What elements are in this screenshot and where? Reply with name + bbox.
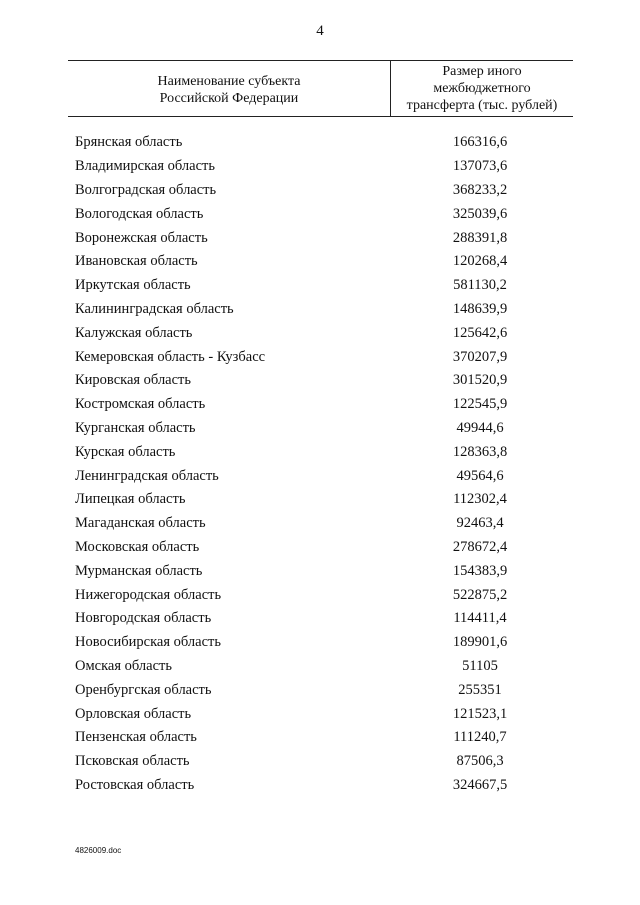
table-row (75, 274, 545, 298)
table-row (75, 488, 545, 512)
transfer-amount: 87506,3 (456, 753, 504, 770)
transfer-amount: 301520,9 (452, 372, 508, 389)
transfer-amount: 148639,9 (452, 300, 508, 317)
transfer-amount: 111240,7 (453, 729, 507, 746)
transfer-amount: 166316,6 (452, 134, 508, 151)
header-amount-column (390, 61, 573, 116)
table-row (75, 345, 545, 369)
transfer-amount: 522875,2 (452, 586, 508, 603)
table-row (75, 774, 545, 798)
transfer-amount: 51105 (462, 657, 498, 674)
header-name-line-2: Российской Федерации (159, 91, 299, 106)
table-row (75, 369, 545, 393)
transfer-amount: 92463,4 (456, 515, 504, 532)
region-name: Брянская область (75, 134, 183, 151)
region-name: Мурманская область (75, 562, 203, 579)
transfer-amount: 49564,6 (456, 467, 504, 484)
region-name: Оренбургская область (75, 681, 212, 698)
header-amount-line-1: Размер иного (442, 64, 522, 79)
table-row (75, 559, 545, 583)
transfer-amount: 189901,6 (452, 634, 508, 651)
region-name: Вологодская область (75, 205, 204, 222)
table-row (75, 726, 545, 750)
header-amount-line-3: трансферта (тыс. рублей) (406, 98, 558, 113)
region-name: Нижегородская область (75, 586, 222, 603)
table-row (75, 298, 545, 322)
region-name: Воронежская область (75, 229, 208, 246)
transfer-amount: 325039,6 (452, 205, 508, 222)
table-row (75, 155, 545, 179)
region-name: Волгоградская область (75, 181, 217, 198)
table-row (75, 583, 545, 607)
region-name: Псковская область (75, 753, 190, 770)
header-amount-text (407, 63, 558, 114)
transfer-amount: 154383,9 (452, 562, 508, 579)
transfer-amount: 122545,9 (452, 396, 508, 413)
table-row (75, 202, 545, 226)
table-row (75, 536, 545, 560)
header-name-line-1: Наименование субъекта (157, 74, 301, 89)
region-name: Курская область (75, 443, 176, 460)
transfer-amount: 114411,4 (453, 610, 507, 627)
table-row (75, 393, 545, 417)
region-name: Ростовская область (75, 776, 195, 793)
table-row (75, 417, 545, 441)
region-name: Ивановская область (75, 253, 198, 270)
transfer-amount: 121523,1 (452, 705, 508, 722)
region-name: Ленинградская область (75, 467, 219, 484)
doc-id: 4826009.doc (75, 846, 122, 855)
transfer-amount: 370207,9 (452, 348, 508, 365)
transfer-amount: 125642,6 (452, 324, 508, 341)
region-name: Липецкая область (75, 491, 186, 508)
header-amount-line-2: межбюджетного (433, 81, 531, 96)
region-name: Калужская область (75, 324, 193, 341)
table-row (75, 321, 545, 345)
transfer-amount: 112302,4 (453, 491, 507, 508)
region-name: Иркутская область (75, 277, 191, 294)
region-name: Костромская область (75, 396, 206, 413)
transfer-amount: 128363,8 (452, 443, 508, 460)
region-name: Новгородская область (75, 610, 212, 627)
region-name: Владимирская область (75, 158, 215, 175)
page-number: 4 (316, 23, 324, 39)
transfer-amount: 581130,2 (453, 277, 507, 294)
table-row (75, 512, 545, 536)
region-name: Кировская область (75, 372, 192, 389)
table-row (75, 678, 545, 702)
header-row (68, 61, 573, 117)
region-name: Калининградская область (75, 300, 234, 317)
region-name: Новосибирская область (75, 634, 221, 651)
transfer-amount: 368233,2 (452, 181, 508, 198)
transfer-amount: 120268,4 (452, 253, 508, 270)
table-row (75, 607, 545, 631)
transfer-amount: 288391,8 (452, 229, 508, 246)
table-row (75, 702, 545, 726)
region-name: Магаданская область (75, 515, 206, 532)
region-name: Орловская область (75, 705, 192, 722)
table-row (75, 750, 545, 774)
table-body (75, 131, 545, 797)
region-name: Омская область (75, 657, 172, 674)
region-name: Кемеровская область - Кузбасс (75, 348, 266, 365)
table-row (75, 179, 545, 203)
header-name-column (68, 61, 390, 116)
header-name-text (158, 73, 301, 107)
region-name: Курганская область (75, 419, 196, 436)
table-row (75, 226, 545, 250)
transfer-amount: 49944,6 (456, 419, 504, 436)
table-row (75, 464, 545, 488)
region-name: Московская область (75, 538, 200, 555)
table-row (75, 131, 545, 155)
transfer-amount: 255351 (458, 681, 502, 698)
table-row (75, 631, 545, 655)
transfer-amount: 278672,4 (452, 538, 508, 555)
table-row (75, 655, 545, 679)
table-row (75, 440, 545, 464)
transfer-amount: 137073,6 (452, 158, 508, 175)
transfer-amount: 324667,5 (452, 776, 508, 793)
table-row (75, 250, 545, 274)
table-header (68, 60, 573, 117)
region-name: Пензенская область (75, 729, 197, 746)
